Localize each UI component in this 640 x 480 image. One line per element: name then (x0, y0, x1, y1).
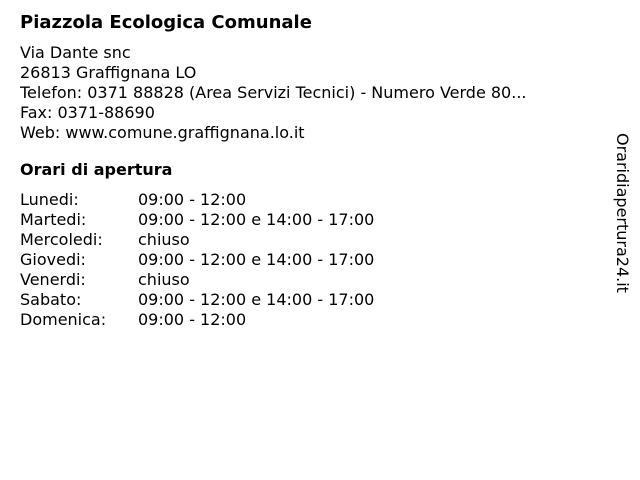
day-label: Domenica: (20, 310, 107, 329)
day-hours: 09:00 - 12:00 (138, 190, 247, 209)
location-card (20, 10, 600, 330)
address-city: 26813 Graffignana LO (20, 63, 197, 82)
day-hours: 09:00 - 12:00 (138, 310, 247, 329)
opening-hours-heading: Orari di apertura (20, 160, 173, 179)
day-hours: 09:00 - 12:00 e 14:00 - 17:00 (138, 250, 375, 269)
day-label: Mercoledi: (20, 230, 103, 249)
site-watermark: Oraridiapertura24.it (613, 133, 632, 293)
hours-row (20, 270, 600, 290)
fax-line: Fax: 0371-88690 (20, 103, 155, 122)
hours-row (20, 310, 600, 330)
web-line (20, 123, 600, 143)
day-label: Martedi: (20, 210, 87, 229)
day-label: Venerdi: (20, 270, 86, 289)
web-label: Web: (20, 123, 61, 142)
day-hours: chiuso (138, 270, 190, 289)
hours-row (20, 230, 600, 250)
hours-row (20, 190, 600, 210)
day-hours: 09:00 - 12:00 e 14:00 - 17:00 (138, 290, 375, 309)
day-label: Lunedi: (20, 190, 79, 209)
website-link[interactable]: www.comune.graffignana.lo.it (65, 123, 305, 142)
day-hours: chiuso (138, 230, 190, 249)
hours-row (20, 250, 600, 270)
phone-line: Telefon: 0371 88828 (Area Servizi Tecnici) - Numero Verde 80... (20, 83, 527, 102)
hours-row (20, 210, 600, 230)
address-street: Via Dante snc (20, 43, 131, 62)
day-label: Sabato: (20, 290, 82, 309)
day-label: Giovedi: (20, 250, 86, 269)
day-hours: 09:00 - 12:00 e 14:00 - 17:00 (138, 210, 375, 229)
hours-row (20, 290, 600, 310)
place-title: Piazzola Ecologica Comunale (20, 12, 312, 33)
